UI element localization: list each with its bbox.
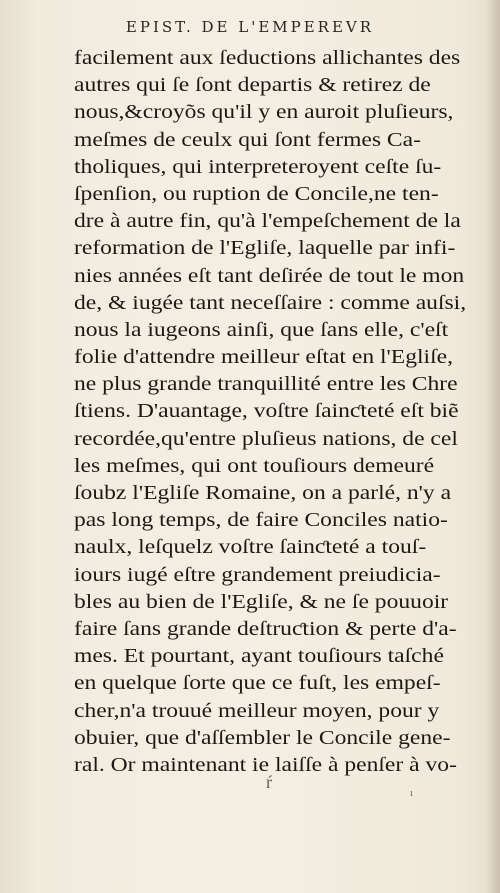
text-line: bles au bien de l'Egliſe, & ne ſe pouuoir <box>74 590 449 613</box>
text-line: cher,n'a trouué meilleur moyen, pour y <box>74 699 440 722</box>
text-line: ſoubz l'Egliſe Romaine, on a parlé, n'y a <box>74 482 452 504</box>
text-line: ne plus grande tranquillité entre les Chre <box>74 373 458 396</box>
body-text <box>74 45 484 779</box>
text-line: ral. Or maintenant ie laiſſe à penſer à vo- <box>74 753 457 776</box>
text-line: recordée,qu'entre pluſieus nations, de cel <box>74 427 458 450</box>
text-line: nous,&croyõs qu'il y en auroit pluſieurs, <box>74 101 454 124</box>
text-line: les meſmes, qui ont touſiours demeuré <box>74 454 435 477</box>
text-line: pas long temps, de faire Conciles natio- <box>74 509 448 532</box>
text-line: tholiques, qui interpreteroyent ceſte ſu- <box>74 155 442 178</box>
text-line: de, & iugée tant neceſſaire : comme auſsi, <box>74 291 467 314</box>
text-line: facilement aux ſeductions allichantes des <box>74 47 461 69</box>
text-line: nous la iugeons ainſi, que ſans elle, c'eſt <box>74 318 449 341</box>
ink-mark: ı <box>410 788 413 799</box>
text-line: en quelque ſorte que ce fuſt, les empeſ- <box>74 672 441 695</box>
text-line: nies années eſt tant deſirée de tout le mon <box>74 264 465 287</box>
text-line: folie d'attendre meilleur eſtat en l'Egliſe, <box>74 346 453 369</box>
running-head: EPIST. DE L'EMPEREVR <box>125 18 375 36</box>
text-line: ſtiens. D'auantage, voſtre ſainƈteté eſt biẽ <box>74 400 459 423</box>
text-line: ſpenſion, ou ruption de Concile,ne ten- <box>74 182 439 205</box>
text-line: reformation de l'Egliſe, laquelle par infi- <box>74 237 456 260</box>
text-line: meſmes de ceulx qui ſont fermes Ca- <box>74 128 421 151</box>
text-line: iours iugé eſtre grandement preiudicia- <box>74 563 441 586</box>
text-line: obuier, que d'aſſembler le Concile gene- <box>74 726 451 749</box>
ink-mark: ŕ <box>266 772 272 792</box>
text-line: mes. Et pourtant, ayant touſiours taſché <box>74 645 444 668</box>
text-line: naulx, leſquelz voſtre ſainƈteté a touſ- <box>74 536 427 559</box>
text-line: faire ſans grande deſtruƈtion & perte d'a- <box>74 617 457 640</box>
text-line: dre à autre fin, qu'à l'empeſchement de la <box>74 210 461 233</box>
text-line: autres qui ſe ſont departis & retirez de <box>74 74 431 97</box>
